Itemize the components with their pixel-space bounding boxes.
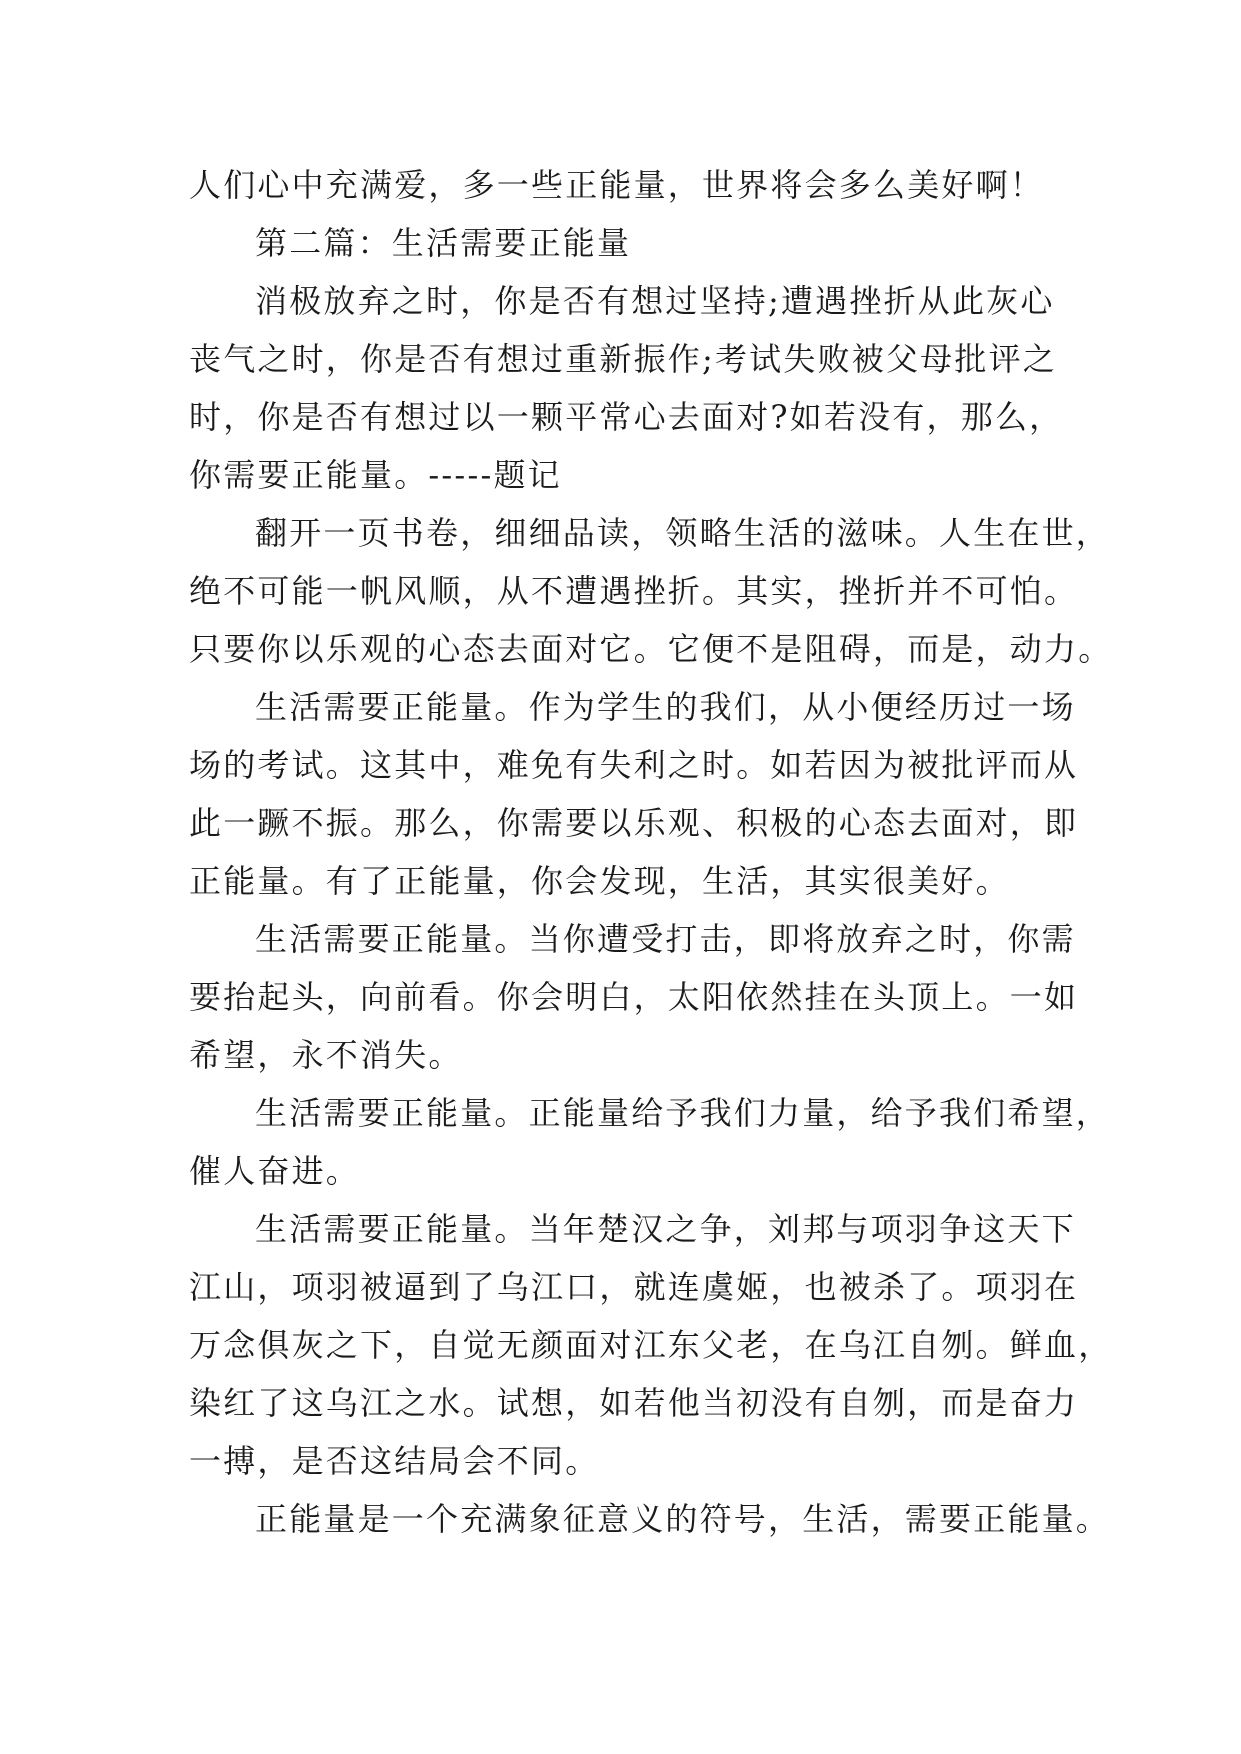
text-line: 绝不可能一帆风顺，从不遭遇挫折。其实，挫折并不可怕。 [189, 572, 1079, 610]
text-line: 一搏，是否这结局会不同。 [189, 1442, 600, 1480]
text-line: 你需要正能量。-----题记 [189, 456, 562, 494]
text-line: 时，你是否有想过以一颗平常心去面对?如若没有，那么， [189, 398, 1064, 436]
text-line: 人们心中充满爱，多一些正能量，世界将会多么美好啊！ [189, 166, 1045, 204]
text-line: 丧气之时，你是否有想过重新振作;考试失败被父母批评之 [189, 340, 1057, 378]
text-line: 染红了这乌江之水。试想，如若他当初没有自刎，而是奋力 [189, 1384, 1079, 1422]
text-line: 场的考试。这其中，难免有失利之时。如若因为被批评而从 [189, 746, 1079, 784]
text-line: 江山，项羽被逼到了乌江口，就连虞姬，也被杀了。项羽在 [189, 1268, 1079, 1306]
text-line: 此一蹶不振。那么，你需要以乐观、积极的心态去面对，即 [189, 804, 1079, 842]
text-line: 正能量是一个充满象征意义的符号，生活，需要正能量。 [255, 1500, 1111, 1538]
text-line: 生活需要正能量。正能量给予我们力量，给予我们希望， [255, 1094, 1111, 1132]
document-body [189, 156, 1113, 1548]
text-line: 翻开一页书卷，细细品读，领略生活的滋味。人生在世， [255, 514, 1111, 552]
text-line: 生活需要正能量。作为学生的我们，从小便经历过一场 [255, 688, 1076, 726]
text-line: 只要你以乐观的心态去面对它。它便不是阻碍，而是，动力。 [189, 630, 1113, 668]
text-line: 正能量。有了正能量，你会发现，生活，其实很美好。 [189, 862, 1010, 900]
text-line: 生活需要正能量。当年楚汉之争，刘邦与项羽争这天下 [255, 1210, 1076, 1248]
text-line: 希望，永不消失。 [189, 1036, 463, 1074]
text-line: 万念俱灰之下，自觉无颜面对江东父老，在乌江自刎。鲜血， [189, 1326, 1113, 1364]
text-line: 生活需要正能量。当你遭受打击，即将放弃之时，你需 [255, 920, 1076, 958]
text-line: 催人奋进。 [189, 1152, 361, 1190]
text-line: 要抬起头，向前看。你会明白，太阳依然挂在头顶上。一如 [189, 978, 1079, 1016]
text-line: 消极放弃之时，你是否有想过坚持;遭遇挫折从此灰心 [255, 282, 1055, 320]
section-heading: 第二篇：生活需要正能量 [255, 224, 632, 262]
